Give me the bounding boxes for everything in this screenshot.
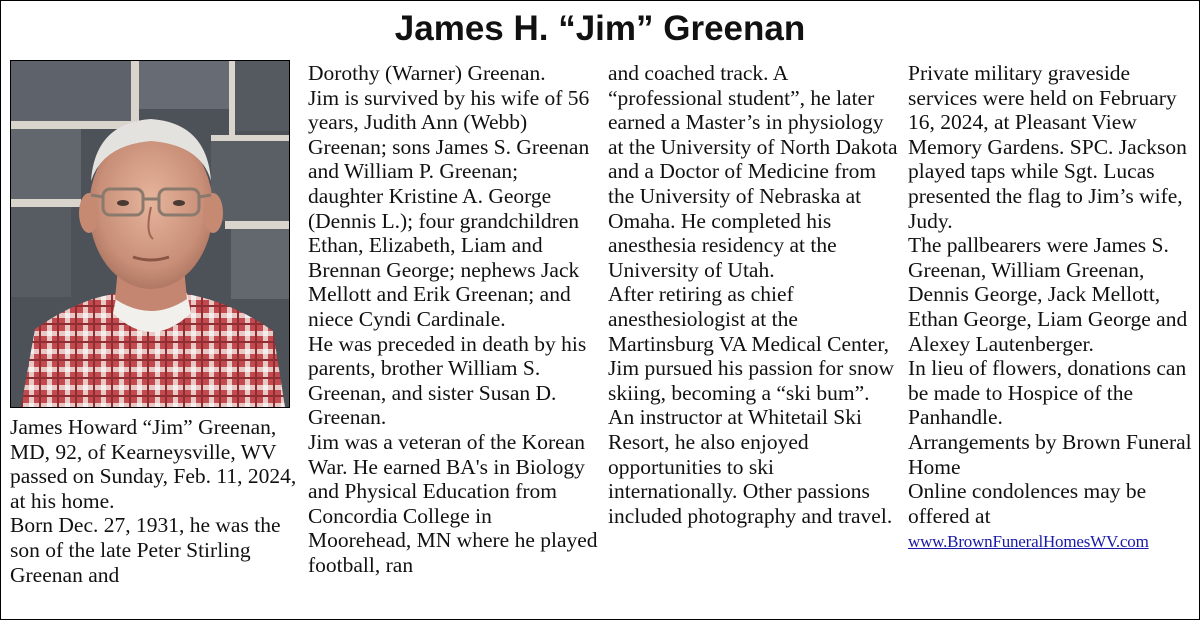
obituary-title: James H. “Jim” Greenan: [394, 9, 806, 48]
portrait-photo: [10, 60, 290, 408]
obituary-paragraph: Online condolences may be offered at: [908, 479, 1147, 528]
condolences-link[interactable]: www.BrownFuneralHomesWV.com: [908, 532, 1149, 552]
column-2: [308, 61, 598, 577]
obituary-paragraph: Private military graveside services were held on February 16, 2024, at Pleasant View Memory Gardens. SPC. Jackson played taps while Sgt. Lucas presented the flag to Jim’s wife, Judy.: [908, 61, 1187, 233]
obituary-paragraph: and coached track. A “professional student”, he later earned a Master’s in physiology at the University of North Dakota and a Doctor of Medicine from the University of Nebraska at Omaha. He completed his anesthesia residency at the University of Utah.: [608, 61, 898, 282]
obituary-paragraph: After retiring as chief anesthesiologist at the Martinsburg VA Medical Center, Jim pursued his passion for snow skiing, becoming a “ski bum”. An instructor at Whitetail Ski Resort, he also enjoyed opportunities to ski internationally. Other passions included photography and travel.: [608, 282, 895, 528]
obituary-paragraph: He was preceded in death by his parents, brother William S. Greenan, and sister Susan D. Greenan.: [308, 331, 587, 430]
obituary-paragraph: Born Dec. 27, 1931, he was the son of the late Peter Stirling Greenan and: [10, 513, 281, 587]
obituary-paragraph: Arrangements by Brown Funeral Home: [908, 429, 1192, 479]
column-1: [10, 415, 300, 587]
obituary-paragraph: The pallbearers were James S. Greenan, William Greenan, Dennis George, Jack Mellott, Ethan George, Liam George and Alexey Lautenberger.: [908, 233, 1188, 356]
obituary-paragraph: Jim was a veteran of the Korean War. He earned BA's in Biology and Physical Education from Concordia College in Moorehead, MN where he played football, ran: [308, 429, 598, 577]
obituary-paragraph: Jim is survived by his wife of 56 years, Judith Ann (Webb) Greenan; sons James S. Greenan and William P. Greenan; daughter Kristine A. George (Dennis L.); four grandchildren Ethan, Elizabeth, Liam and Brennan George; nephews Jack Mellott and Erik Greenan; and niece Cyndi Cardinale.: [308, 85, 590, 331]
portrait-illustration: [11, 61, 289, 407]
obituary-paragraph: In lieu of flowers, donations can be made to Hospice of the Panhandle.: [908, 356, 1187, 430]
obituary-paragraph: James Howard “Jim” Greenan, MD, 92, of Kearneysville, WV passed on Sunday, Feb. 11, 2024, at his home.: [10, 415, 297, 513]
obituary-paragraph: Dorothy (Warner) Greenan.: [308, 61, 546, 85]
column-3: [608, 61, 898, 528]
column-4: [908, 61, 1198, 555]
